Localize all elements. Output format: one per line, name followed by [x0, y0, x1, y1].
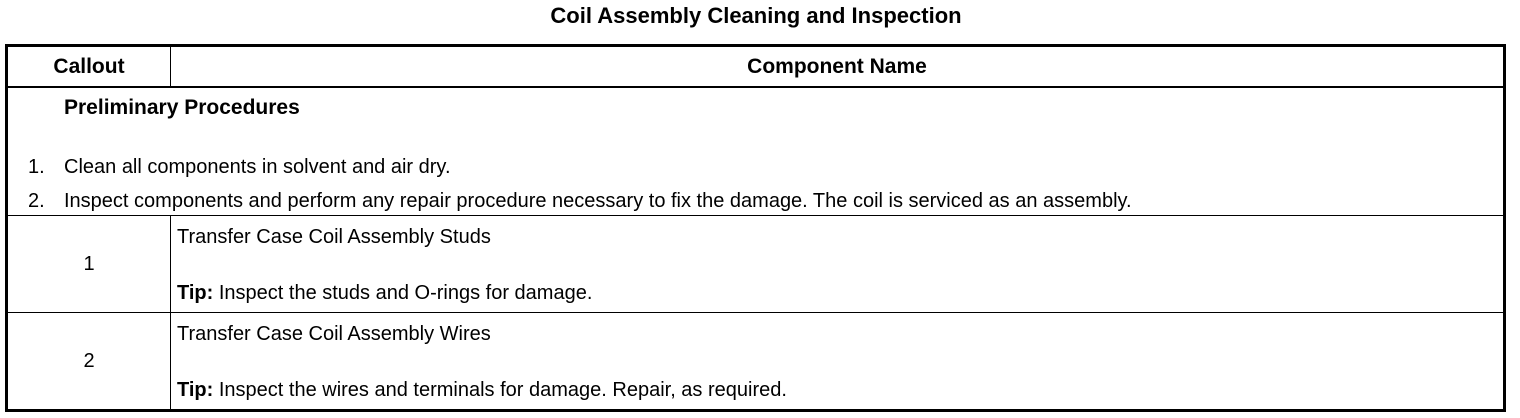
- component-tip: [177, 282, 592, 305]
- tip-text: Inspect the studs and O-rings for damage.: [213, 282, 593, 304]
- component-tip: [177, 379, 787, 402]
- step-item: [8, 184, 1132, 218]
- table-header-row: [7, 46, 1505, 88]
- step-text: Clean all components in solvent and air dry.: [64, 156, 451, 178]
- component-cell: [171, 313, 1505, 411]
- procedure-table: [5, 44, 1506, 412]
- tip-text: Inspect the wires and terminals for damage. Repair, as required.: [213, 379, 787, 401]
- preliminary-cell: [7, 87, 1505, 216]
- preliminary-heading: Preliminary Procedures: [64, 96, 300, 119]
- table-row: [7, 216, 1505, 313]
- callout-header: Callout: [7, 46, 171, 88]
- page-title: Coil Assembly Cleaning and Inspection: [550, 3, 962, 28]
- component-cell: [171, 216, 1505, 313]
- preliminary-steps: [8, 150, 1132, 218]
- callout-number: 2: [7, 313, 171, 411]
- callout-number: 1: [7, 216, 171, 313]
- component-name: Transfer Case Coil Assembly Studs: [177, 226, 491, 248]
- component-name: Transfer Case Coil Assembly Wires: [177, 323, 491, 345]
- table-row: [7, 313, 1505, 411]
- preliminary-row: [7, 87, 1505, 216]
- step-text: Inspect components and perform any repair procedure necessary to fix the damage. The coil is serviced as an assembly.: [64, 190, 1132, 212]
- step-number: 1.: [28, 156, 45, 178]
- component-name-header: Component Name: [171, 46, 1505, 88]
- step-item: [8, 150, 1132, 184]
- tip-label: Tip:: [177, 282, 214, 304]
- step-number: 2.: [28, 190, 45, 212]
- tip-label: Tip:: [177, 379, 214, 401]
